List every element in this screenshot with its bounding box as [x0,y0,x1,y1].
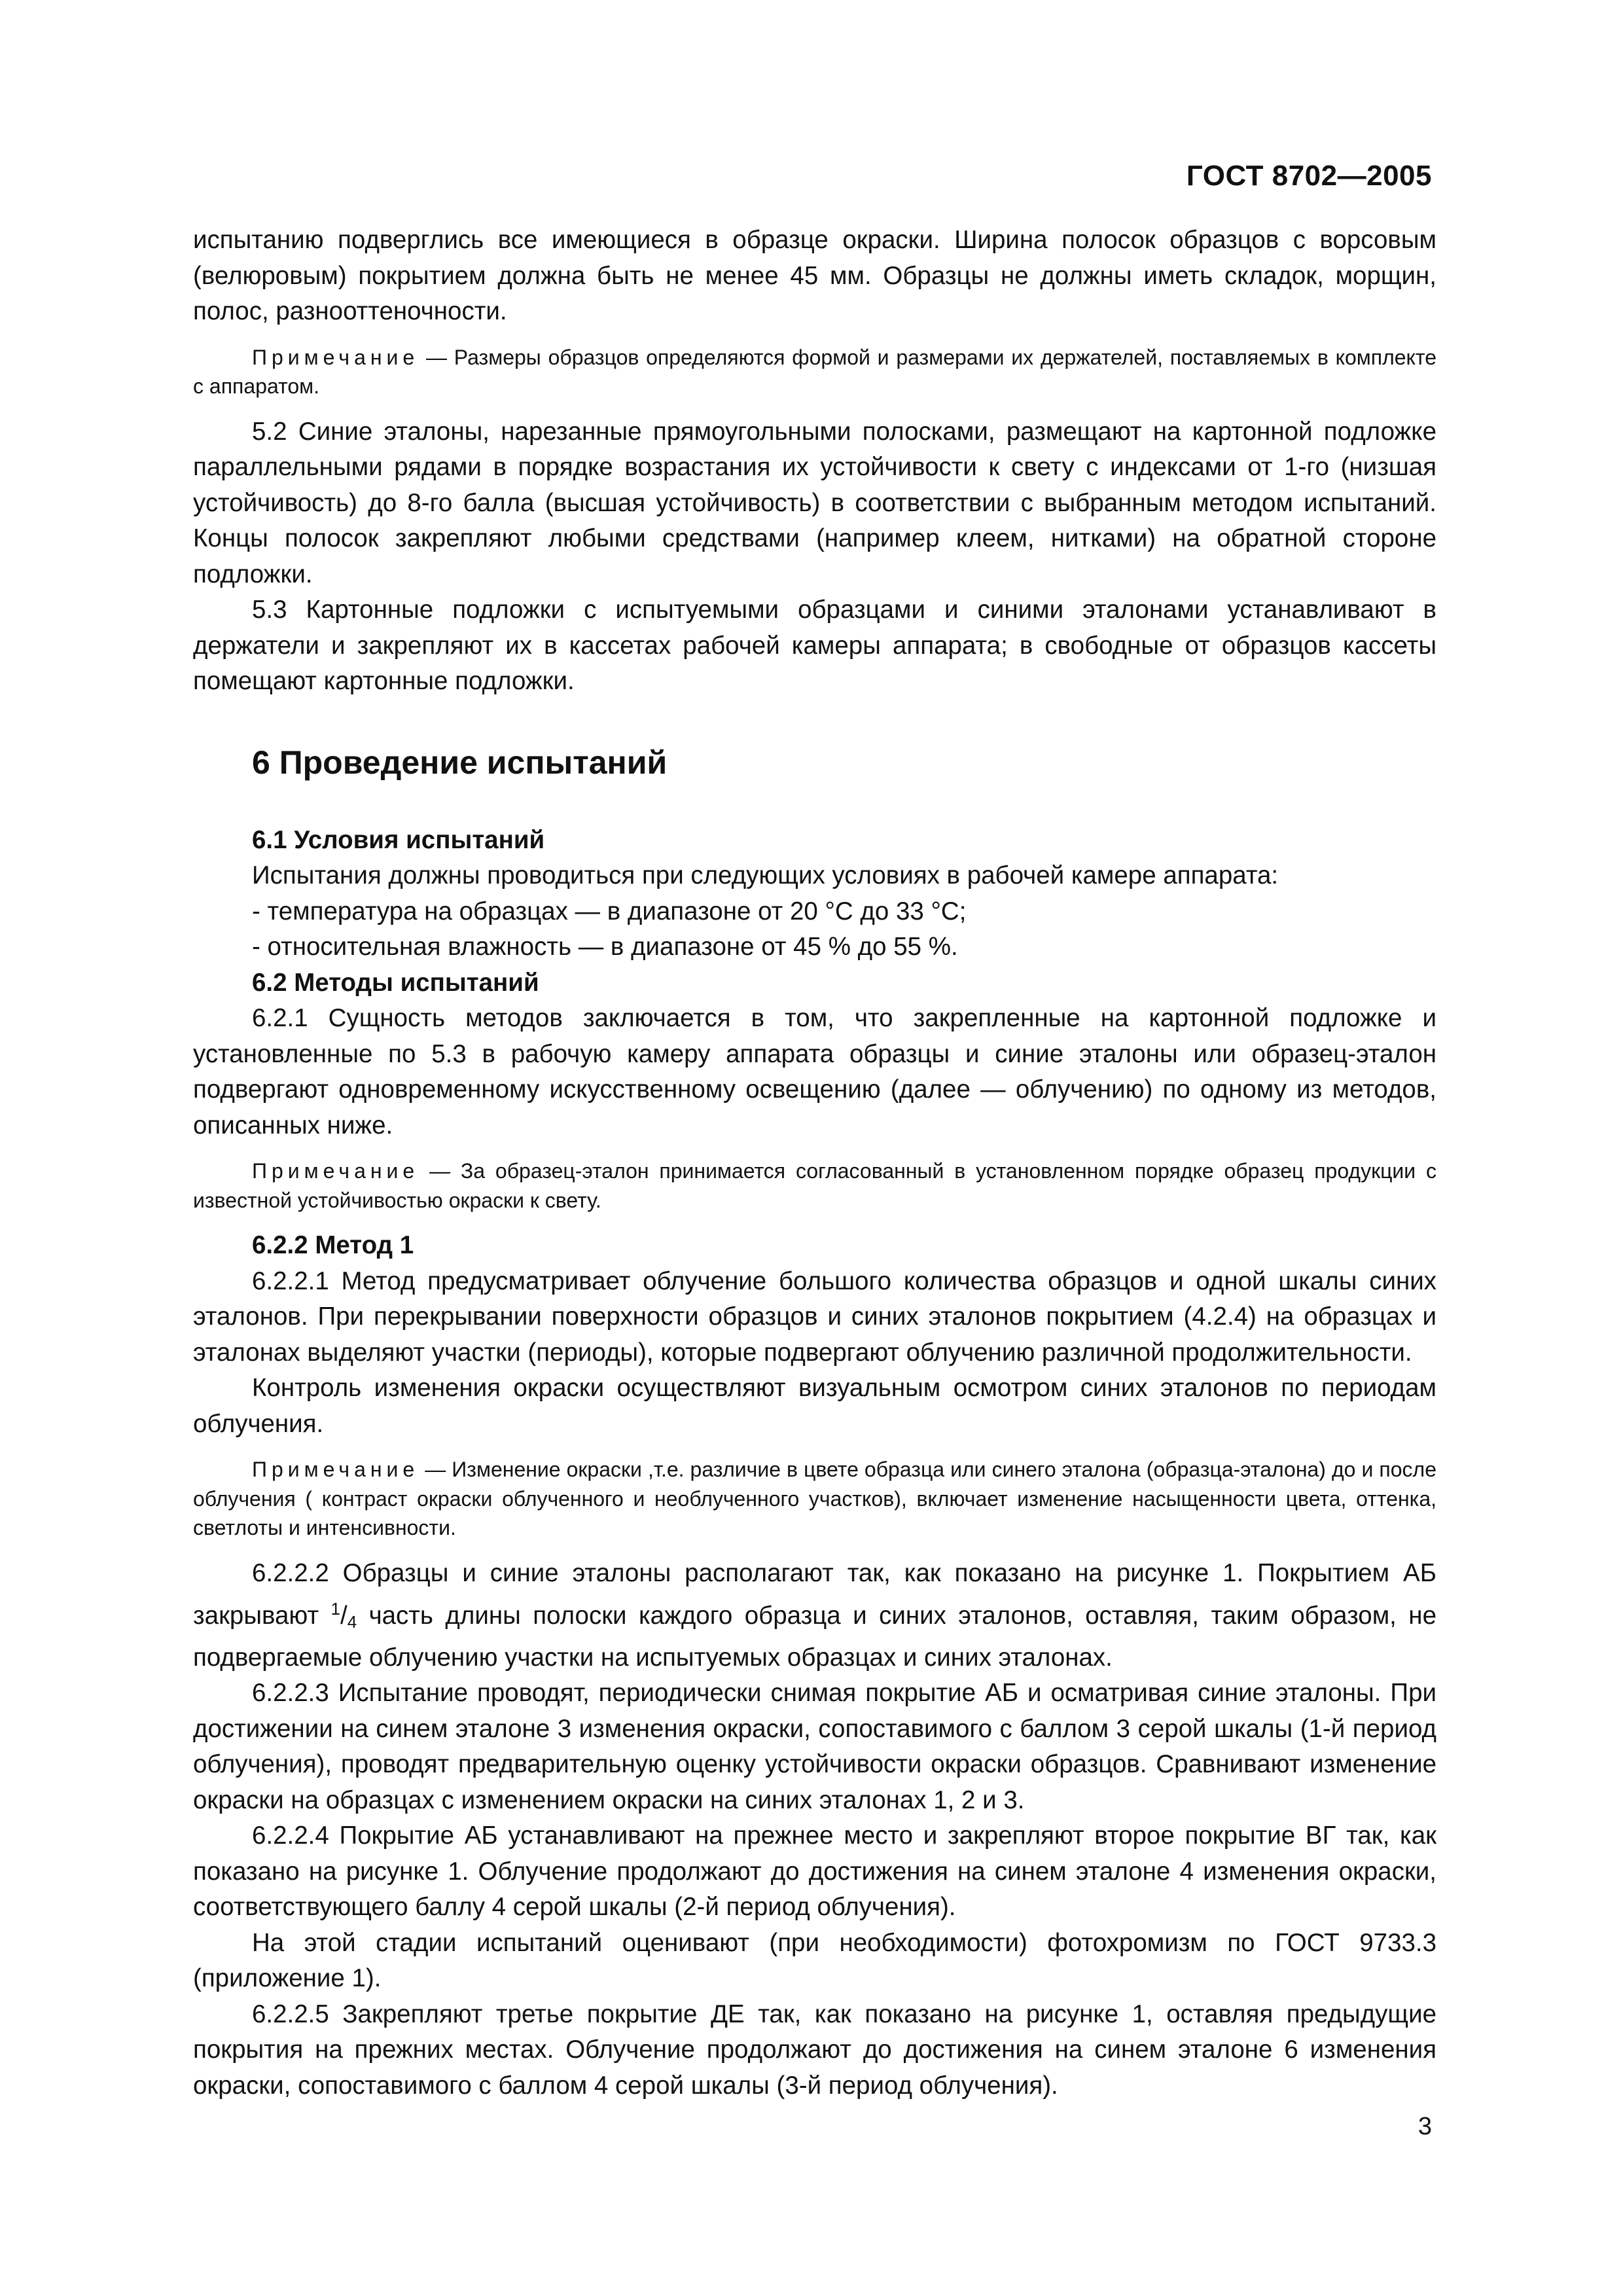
subsection-6-2-heading: 6.2 Методы испытаний [252,968,539,997]
paragraph-6-2-2-2 [193,1556,1436,1676]
page-content [193,223,1436,2104]
paragraph-6-2-2-3: 6.2.2.3 Испытание проводят, периодически снимая покрытие АБ и осматривая синие эталоны. При достижении на синем эталоне 3 изменения окраски, сопоставимого с баллом 3 серой шкалы (1-й период облучения), проводят предварительную оценку устойчивости окраски образцов. Сравнивают изменение окраски на образцах с изменением окраски на синих эталонах 1, 2 и 3. [193,1679,1436,1814]
section-6-heading: 6 Проведение испытаний [252,744,668,781]
paragraph-6-2-1: 6.2.1 Сущность методов заключается в том, что закрепленные на картонной подложке и установленные по 5.3 в рабочую камеру аппарата образцы и синие эталоны или образец-эталон подвергают одновременному искусственному освещению (далее — облучению) по одному из методов, описанных ниже. [193,1004,1436,1139]
paragraph-continuation: испытанию подверглись все имеющиеся в образце окраски. Ширина полосок образцов с ворсовым (велюровым) покрытием должна быть не менее 45 мм. Образцы не должны иметь складок, морщин, полос, разнооттеночности. [193,226,1436,325]
fraction-one-quarter: $^1/_4$ [330,1599,357,1632]
subsection-6-1-heading: 6.1 Условия испытаний [252,825,545,854]
note-label: Примечание [252,1159,419,1183]
subsection-6-2-2-heading: 6.2.2 Метод 1 [252,1231,414,1259]
paragraph-6-2-2-4-photochromism: На этой стадии испытаний оценивают (при необходимости) фотохромизм по ГОСТ 9733.3 (приложение 1). [193,1928,1436,1992]
document-id-header: ГОСТ 8702—2005 [1186,160,1432,192]
note-text: — Размеры образцов определяются формой и размерами их держателей, поставляемых в комплекте с аппаратом. [193,345,1437,398]
note-label: Примечание [252,345,419,369]
note-text: — За образец-эталон принимается согласованный в установленном порядке образец продукции с известной устойчивостью окраски к свету. [193,1159,1437,1212]
paragraph-6-2-2-4: 6.2.2.4 Покрытие АБ устанавливают на прежнее место и закрепляют второе покрытие ВГ так, как показано на рисунке 1. Облучение продолжают до достижения на синем эталоне 4 изменения окраски, соответствующего баллу 4 серой шкалы (2-й период облучения). [193,1821,1436,1921]
page-number: 3 [1418,2113,1432,2140]
paragraph-6-2-2-2-start: 6.2.2.2 Образцы и синие эталоны располагают так, как показано на рисунке 1. Покрытием АБ закрывают [193,1558,1436,1630]
paragraph-6-2-2-5: 6.2.2.5 Закрепляют третье покрытие ДЕ так, как показано на рисунке 1, оставляя предыдущие покрытия на прежних местах. Облучение продолжают до достижения на синем эталоне 6 изменения окраски, сопоставимого с баллом 4 серой шкалы (3-й период облучения). [193,2000,1436,2100]
paragraph-6-2-2-2-end: часть длины полоски каждого образца и синих эталонов, оставляя, таким образом, не подвергаемые облучению участки на испытуемых образцах и синих эталонах. [193,1602,1436,1672]
paragraph-6-1-intro: Испытания должны проводиться при следующих условиях в рабочей камере аппарата: [252,861,1279,889]
paragraph-6-2-2-1: 6.2.2.1 Метод предусматривает облучение большого количества образцов и одной шкалы синих эталонов. При перекрывании поверхности образцов и синих эталонов покрытием (4.2.4) на образцах и эталонах выделяют участки (периоды), которые подвергают облучению различной продолжительности. [193,1266,1436,1367]
fraction-numerator: 1 [330,1599,340,1619]
list-item-temperature: - температура на образцах — в диапазоне от 20 °С до 33 °С; [252,897,967,925]
note-text: — Изменение окраски ,т.е. различие в цвете образца или синего эталона (образца-эталона) до и после облучения ( контраст окраски облученного и необлученного участков), включает изменение насыщенности цвета, оттенка, светлоты и интенсивности. [193,1458,1437,1539]
paragraph-6-2-2-1-control: Контроль изменения окраски осуществляют визуальным осмотром синих эталонов по периодам облучения. [193,1374,1436,1438]
note-label: Примечание [252,1458,419,1481]
note-1 [193,343,1436,401]
paragraph-5-3: 5.3 Картонные подложки с испытуемыми образцами и синими эталонами устанавливают в держатели и закрепляют их в кассетах рабочей камеры аппарата; в свободные от образцов кассеты помещают картонные подложки. [193,596,1436,695]
note-2 [193,1157,1436,1215]
note-3 [193,1455,1436,1543]
list-item-humidity: - относительная влажность — в диапазоне от 45 % до 55 %. [252,933,958,961]
paragraph-5-2: 5.2 Синие эталоны, нарезанные прямоугольными полосками, размещают на картонной подложке параллельными рядами в порядке возрастания их устойчивости к свету с индексами от 1-го (низшая устойчивость) до 8-го балла (высшая устойчивость) в соответствии с выбранным методом испытаний. Концы полосок закрепляют любыми средствами (например клеем, нитками) на обратной стороне подложки. [193,417,1436,588]
fraction-denominator: 4 [347,1612,357,1632]
